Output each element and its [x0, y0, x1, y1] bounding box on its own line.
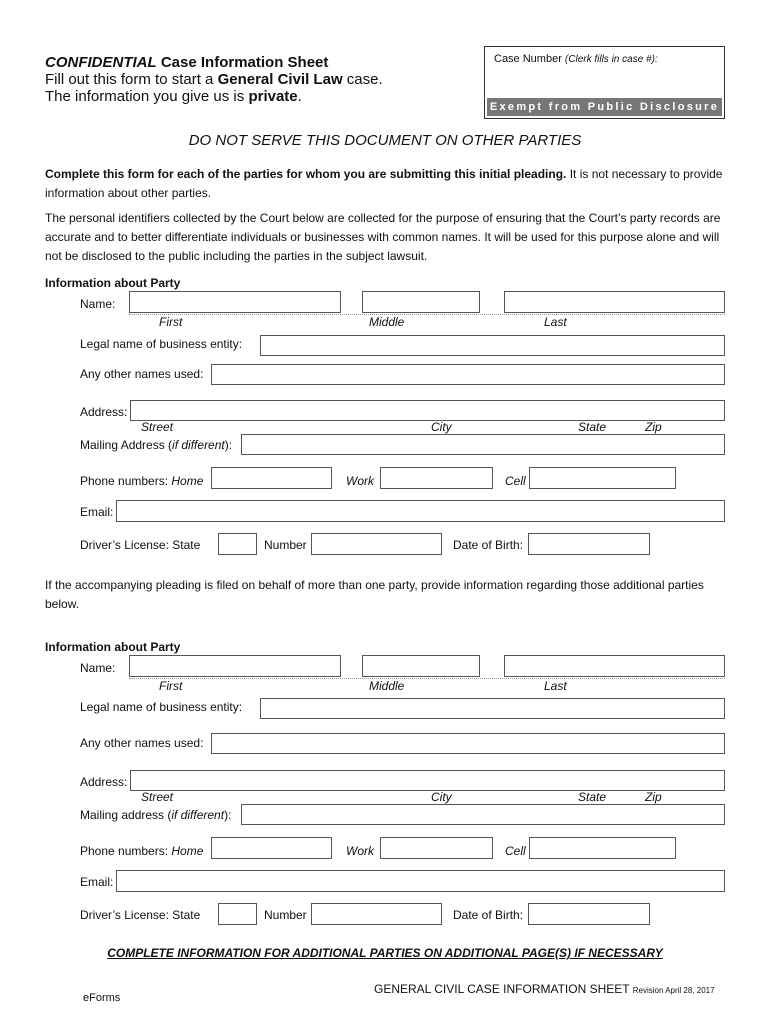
eforms-brand: eForms: [83, 992, 121, 1004]
additional-pages-notice: COMPLETE INFORMATION FOR ADDITIONAL PARTIES ON ADDITIONAL PAGE(S) IF NECESSARY: [107, 946, 663, 960]
work-phone-field[interactable]: [380, 837, 493, 859]
party-section-heading: Information about Party: [45, 640, 181, 654]
case-number-label: Case Number (Clerk fills in case #):: [494, 53, 658, 65]
email-label: Email:: [80, 505, 114, 519]
case-number-box[interactable]: [484, 46, 725, 119]
business-label: Legal name of business entity:: [80, 337, 243, 351]
middle-name-field[interactable]: [362, 655, 480, 677]
dob-label: Date of Birth:: [453, 908, 524, 922]
drivers-license-label: Driver’s License: State: [80, 908, 201, 922]
work-label: Work: [346, 474, 374, 488]
phone-label: Phone numbers: Home: [80, 844, 204, 858]
party-section-heading: Information about Party: [45, 276, 181, 290]
first-name-field[interactable]: [129, 291, 341, 313]
street-caption: Street: [141, 790, 174, 804]
middle-name-field[interactable]: [362, 291, 480, 313]
email-field[interactable]: [116, 500, 725, 522]
other-names-field[interactable]: [211, 733, 725, 754]
do-not-serve-warning: DO NOT SERVE THIS DOCUMENT ON OTHER PARTIES: [188, 132, 582, 149]
first-caption: First: [159, 679, 183, 693]
email-field[interactable]: [116, 870, 725, 892]
intro-paragraph-1: Complete this form for each of the parties for whom you are submitting this initial pleading. It is not necessary to provide information about other parties.: [45, 167, 723, 200]
drivers-license-label: Driver’s License: State: [80, 538, 201, 552]
business-name-field[interactable]: [260, 698, 725, 719]
mailing-label: Mailing Address (if different):: [80, 438, 233, 452]
zip-caption: Zip: [645, 420, 662, 434]
form-title: CONFIDENTIAL Case Information Sheet: [45, 54, 329, 71]
street-caption: Street: [141, 420, 174, 434]
last-name-field[interactable]: [504, 655, 725, 677]
intro-paragraph-2: The personal identifiers collected by the Court below are collected for the purpose of ensuring that the Court’s party records are accurate and to better differentiate individuals or businesses with common names. It will be used for this purpose alone and will not be disclosed to the public including the parties in the subject lawsuit.: [45, 211, 721, 263]
dl-number-label: Number: [264, 538, 307, 552]
name-divider: [129, 678, 725, 679]
first-caption: First: [159, 315, 183, 329]
address-field[interactable]: [130, 770, 725, 791]
other-names-label: Any other names used:: [80, 736, 204, 750]
middle-caption: Middle: [369, 315, 405, 329]
middle-caption: Middle: [369, 679, 405, 693]
dl-number-field[interactable]: [311, 903, 442, 925]
dob-label: Date of Birth:: [453, 538, 524, 552]
dob-field[interactable]: [528, 903, 650, 925]
other-names-label: Any other names used:: [80, 367, 204, 381]
work-phone-field[interactable]: [380, 467, 493, 489]
cell-label: Cell: [505, 844, 526, 858]
name-divider: [129, 314, 725, 315]
address-field[interactable]: [130, 400, 725, 421]
city-caption: City: [431, 790, 452, 804]
cell-label: Cell: [505, 474, 526, 488]
cell-phone-field[interactable]: [529, 837, 676, 859]
dl-number-field[interactable]: [311, 533, 442, 555]
state-caption: State: [578, 420, 607, 434]
other-names-field[interactable]: [211, 364, 725, 385]
dob-field[interactable]: [528, 533, 650, 555]
mailing-label: Mailing address (if different):: [80, 808, 232, 822]
city-caption: City: [431, 420, 452, 434]
zip-caption: Zip: [645, 790, 662, 804]
last-caption: Last: [544, 679, 567, 693]
phone-label: Phone numbers: Home: [80, 474, 204, 488]
home-phone-field[interactable]: [211, 837, 332, 859]
mailing-address-field[interactable]: [241, 804, 725, 825]
name-label: Name:: [80, 297, 116, 311]
instruction-line-2: The information you give us is private.: [45, 88, 302, 105]
first-name-field[interactable]: [129, 655, 341, 677]
form-footer-title: GENERAL CIVIL CASE INFORMATION SHEET Revision April 28, 2017: [374, 982, 715, 996]
additional-parties-note: If the accompanying pleading is filed on behalf of more than one party, provide information regarding those additional parties below.: [45, 578, 704, 611]
exempt-banner: Exempt from Public Disclosure: [487, 98, 722, 116]
last-caption: Last: [544, 315, 567, 329]
dl-state-field[interactable]: [218, 533, 257, 555]
name-label: Name:: [80, 661, 116, 675]
last-name-field[interactable]: [504, 291, 725, 313]
business-name-field[interactable]: [260, 335, 725, 356]
cell-phone-field[interactable]: [529, 467, 676, 489]
instruction-line-1: Fill out this form to start a General Civil Law case.: [45, 71, 383, 88]
address-label: Address:: [80, 775, 128, 789]
dl-number-label: Number: [264, 908, 307, 922]
email-label: Email:: [80, 875, 114, 889]
business-label: Legal name of business entity:: [80, 700, 243, 714]
state-caption: State: [578, 790, 607, 804]
address-label: Address:: [80, 405, 128, 419]
home-phone-field[interactable]: [211, 467, 332, 489]
mailing-address-field[interactable]: [241, 434, 725, 455]
work-label: Work: [346, 844, 374, 858]
dl-state-field[interactable]: [218, 903, 257, 925]
